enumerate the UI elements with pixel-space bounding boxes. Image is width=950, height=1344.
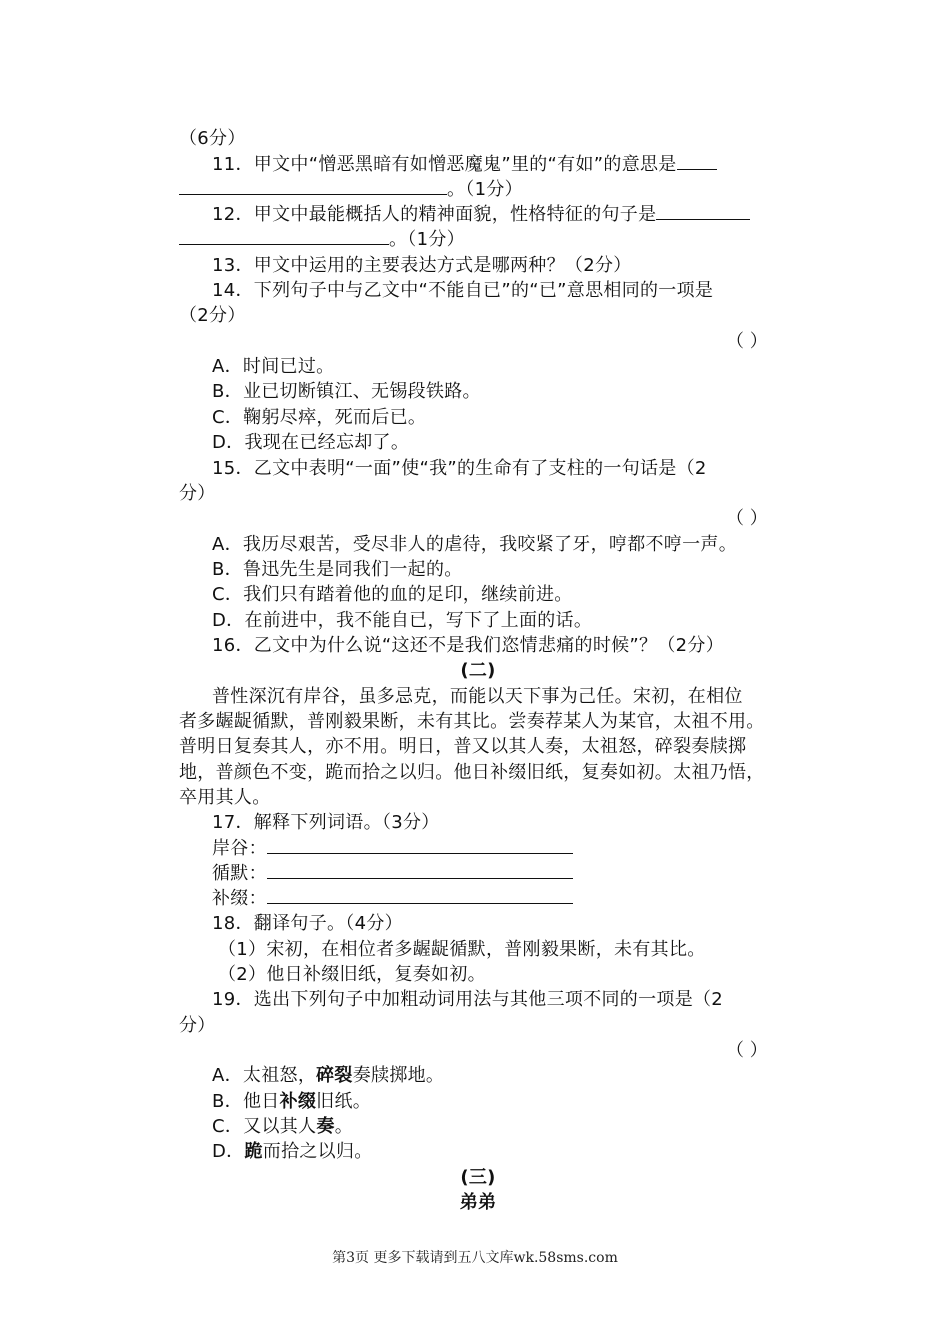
answer-blank[interactable] bbox=[267, 862, 573, 879]
question-14-score: （2分） bbox=[179, 305, 246, 326]
word-item: 循默： bbox=[212, 861, 810, 886]
passage-line: 者多龌龊循默，普刚毅果断，未有其比。尝奏荐某人为某官，太祖不用。 bbox=[179, 711, 765, 732]
option-14d: D．我现在已经忘却了。 bbox=[212, 432, 410, 453]
option-19b: B．他日补缀旧纸。 bbox=[212, 1091, 372, 1112]
question-11: 11．甲文中“憎恶黑暗有如憎恶魔鬼”里的“有如”的意思是 bbox=[212, 152, 810, 177]
question-17: 17．解释下列词语。（3分） bbox=[212, 812, 440, 833]
answer-paren[interactable]: （ ） bbox=[726, 1040, 768, 1061]
answer-paren[interactable]: （ ） bbox=[726, 331, 768, 352]
option-15a: A．我历尽艰苦，受尽非人的虐待，我咬紧了牙，哼都不哼一声。 bbox=[212, 534, 738, 555]
question-16: 16．乙文中为什么说“这还不是我们恣情悲痛的时候”？（2分） bbox=[212, 635, 725, 656]
answer-blank[interactable] bbox=[179, 228, 389, 245]
option-15c: C．我们只有踏着他的血的足印，继续前进。 bbox=[212, 584, 573, 605]
score-note: （6分） bbox=[179, 128, 246, 149]
option-15b: B．鲁迅先生是同我们一起的。 bbox=[212, 559, 463, 580]
option-15d: D．在前进中，我不能自已，写下了上面的话。 bbox=[212, 610, 593, 631]
option-14c: C．鞠躬尽瘁，死而后已。 bbox=[212, 407, 427, 428]
question-13: 13．甲文中运用的主要表达方式是哪两种？（2分） bbox=[212, 255, 632, 276]
answer-paren[interactable]: （ ） bbox=[726, 508, 768, 529]
answer-blank[interactable] bbox=[267, 837, 573, 854]
word-item: 补缀： bbox=[212, 886, 810, 911]
question-19: 19．选出下列句子中加粗动词用法与其他三项不同的一项是（2 bbox=[212, 989, 724, 1010]
question-12: 12．甲文中最能概括人的精神面貌，性格特征的句子是 bbox=[212, 202, 810, 227]
section-heading-2: (二) bbox=[460, 660, 496, 681]
question-19-score: 分） bbox=[179, 1015, 216, 1036]
option-19c: C．又以其人奏。 bbox=[212, 1116, 353, 1137]
sentence-1: （1）宋初，在相位者多龌龊循默，普刚毅果断，未有其比。 bbox=[218, 939, 706, 960]
word-item: 岸谷： bbox=[212, 836, 810, 861]
section-heading-3: (三) bbox=[460, 1167, 496, 1188]
question-18: 18．翻译句子。（4分） bbox=[212, 913, 403, 934]
question-15-score: 分） bbox=[179, 483, 216, 504]
passage-line: 卒用其人。 bbox=[179, 787, 271, 808]
question-14: 14．下列句子中与乙文中“不能自已”的“已”意思相同的一项是 bbox=[212, 280, 714, 301]
question-15: 15．乙文中表明“一面”使“我”的生命有了支柱的一句话是（2 bbox=[212, 458, 707, 479]
passage-line: 普明日复奏其人，亦不用。明日，普又以其人奏，太祖怒，碎裂奏牍掷 bbox=[179, 736, 747, 757]
sentence-2: （2）他日补缀旧纸，复奏如初。 bbox=[218, 964, 486, 985]
answer-blank[interactable] bbox=[656, 203, 750, 220]
question-11-cont: 。（1分） bbox=[179, 177, 777, 202]
option-14b: B．业已切断镇江、无锡段铁路。 bbox=[212, 381, 481, 402]
option-14a: A．时间已过。 bbox=[212, 356, 335, 377]
option-19a: A．太祖怒，碎裂奏牍掷地。 bbox=[212, 1065, 445, 1086]
answer-blank[interactable] bbox=[677, 153, 717, 170]
passage-title: 弟弟 bbox=[459, 1192, 497, 1213]
page-footer: 第3页 更多下载请到五八文库wk.58sms.com bbox=[332, 1250, 618, 1266]
answer-blank[interactable] bbox=[267, 887, 573, 904]
option-19d: D．跪而拾之以归。 bbox=[212, 1141, 373, 1162]
question-12-cont: 。（1分） bbox=[179, 227, 777, 252]
answer-blank[interactable] bbox=[179, 178, 447, 195]
passage-line: 普性深沉有岸谷，虽多忌克，而能以天下事为己任。宋初，在相位 bbox=[212, 686, 743, 707]
passage-line: 地，普颜色不变，跪而拾之以归。他日补缀旧纸，复奏如初。太祖乃悟， bbox=[179, 762, 765, 783]
